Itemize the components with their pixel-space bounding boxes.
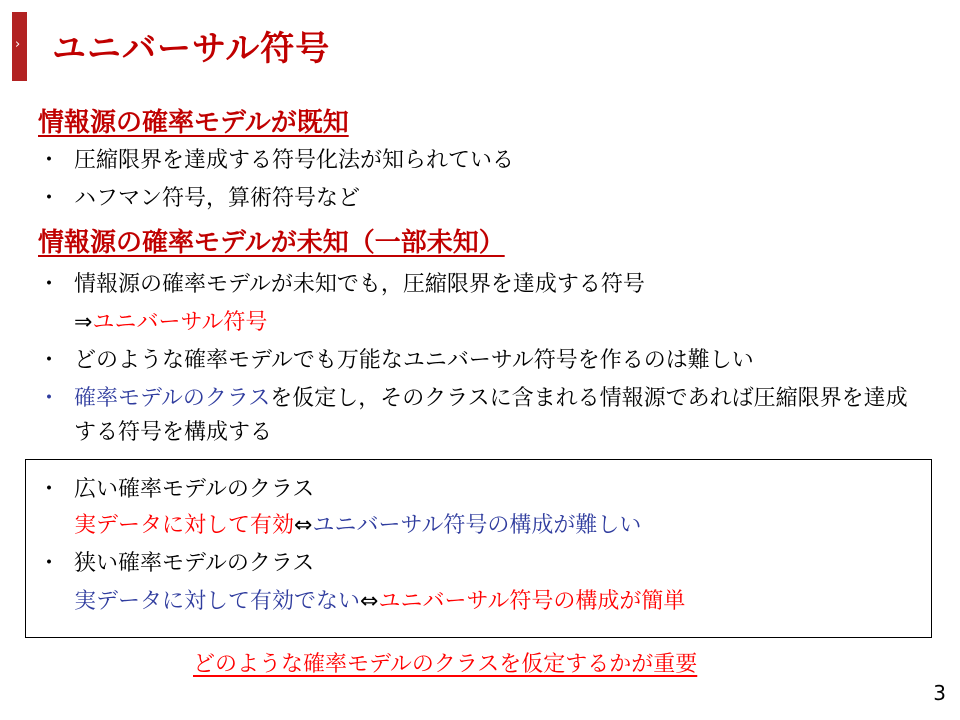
tradeoff-right: ユニバーサル符号の構成が簡単 bbox=[378, 589, 686, 614]
conclusion-text: どのような確率モデルのクラスを仮定するかが重要 bbox=[193, 652, 698, 677]
bullet-text: ハフマン符号，算術符号など bbox=[74, 186, 361, 211]
bullet-text: 圧縮限界を達成する符号化法が知られている bbox=[74, 148, 515, 173]
implication-line bbox=[74, 306, 267, 340]
model-class-term: 確率モデルのクラス bbox=[74, 386, 271, 411]
tradeoff-line bbox=[74, 509, 641, 543]
bullet-dot: ・ bbox=[38, 148, 61, 173]
universal-code-term: ユニバーサル符号 bbox=[92, 310, 268, 335]
tradeoff-left: 実データに対して有効でない bbox=[74, 589, 361, 614]
bullet-dot: ・ bbox=[38, 272, 61, 297]
bullet-dot: ・ bbox=[38, 386, 61, 411]
tradeoff-left: 実データに対して有効 bbox=[74, 513, 295, 538]
section-heading-unknown: 情報源の確率モデルが未知（一部未知） bbox=[38, 228, 505, 258]
tradeoff-line bbox=[74, 585, 685, 619]
equivalence-arrow: ⇔ bbox=[294, 513, 313, 538]
bullet-text-rest: を仮定し，そのクラスに含まれる情報源であれば圧縮限界を達成する符号を構成する bbox=[74, 386, 908, 445]
bullet-dot: ・ bbox=[38, 477, 61, 502]
bullet-text bbox=[74, 382, 924, 450]
tradeoff-right: ユニバーサル符号の構成が難しい bbox=[312, 513, 642, 538]
box-item-text: 広い確率モデルのクラス bbox=[74, 477, 315, 502]
box-item-text: 狭い確率モデルのクラス bbox=[74, 551, 315, 576]
slide-title: ユニバーサル符号 bbox=[52, 29, 331, 69]
implies-arrow: ⇒ bbox=[74, 310, 93, 335]
section-heading-known: 情報源の確率モデルが既知 bbox=[38, 108, 349, 138]
bullet-text: 情報源の確率モデルが未知でも，圧縮限界を達成する符号 bbox=[74, 272, 645, 297]
bullet-dot: ・ bbox=[38, 551, 61, 576]
page-number: 3 bbox=[933, 681, 946, 705]
bullet-dot: ・ bbox=[38, 348, 61, 373]
chevron-right-icon: › bbox=[15, 37, 21, 52]
bullet-dot: ・ bbox=[38, 186, 61, 211]
equivalence-arrow: ⇔ bbox=[360, 589, 379, 614]
bullet-text: どのような確率モデルでも万能なユニバーサル符号を作るのは難しい bbox=[74, 348, 754, 373]
